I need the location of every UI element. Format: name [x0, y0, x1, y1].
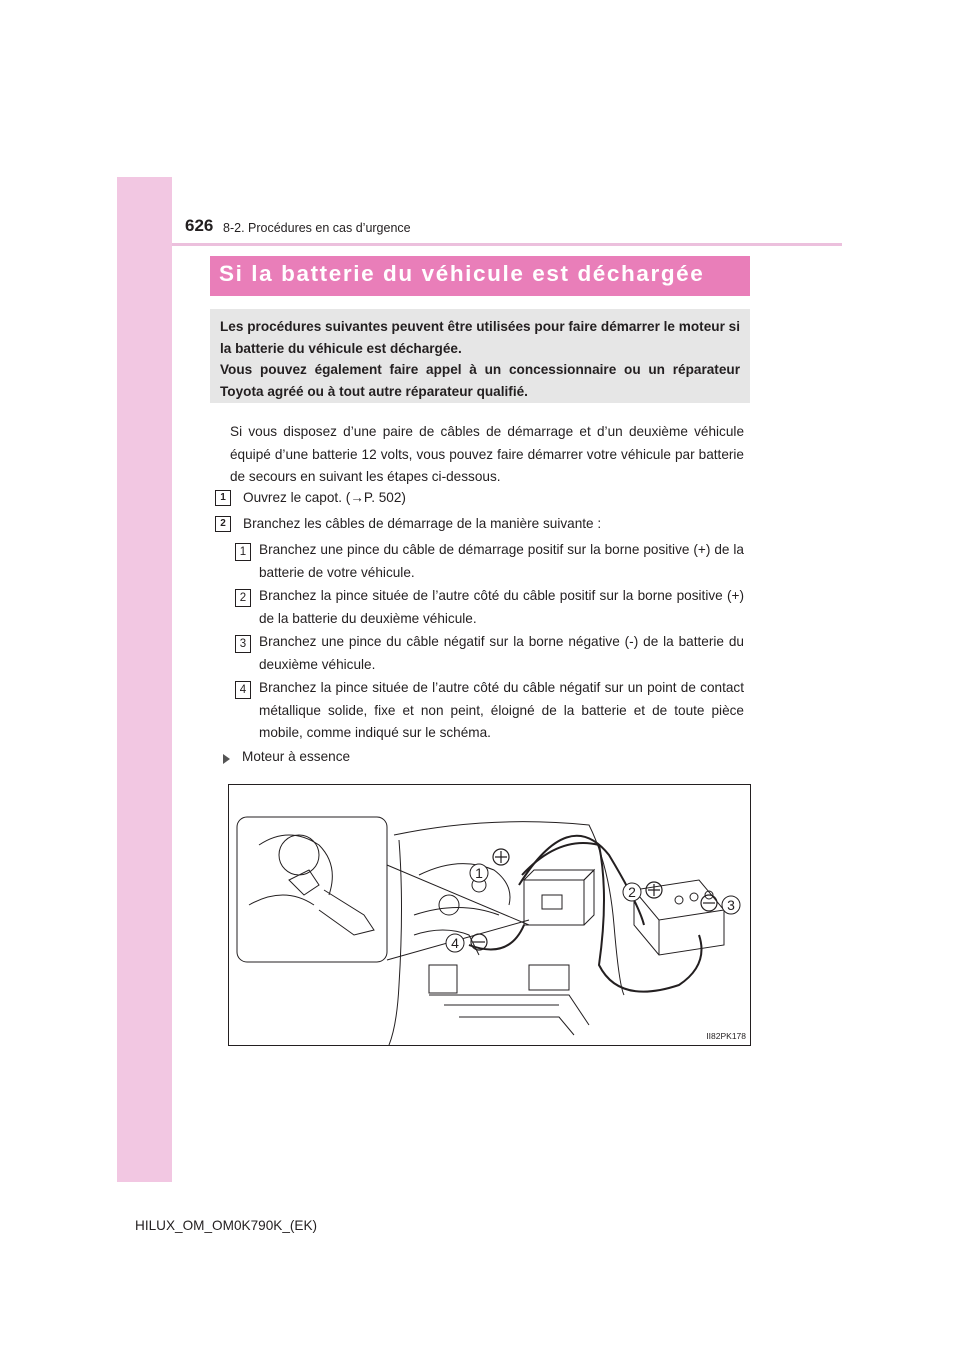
bullet-label: Moteur à essence	[242, 749, 351, 764]
engine-bay-drawing	[237, 817, 724, 1045]
title-bar	[210, 256, 750, 296]
page-title: Si la batterie du véhicule est déchargée	[219, 261, 705, 286]
callout-3: 3	[727, 897, 735, 913]
jump-start-diagram	[228, 784, 751, 1046]
intro-line-2: Vous pouvez également faire appel à un concessionnaire ou un réparateur Toyota agréé ou à tout autre réparateur qualifié.	[220, 362, 740, 399]
substep-text-4: Branchez la pince située de l’autre côté du câble négatif sur un point de contact métallique solide, fixe et non peint, éloigné de la batterie et de toute pièce mobile, comme indiqué sur le schéma.	[259, 680, 744, 740]
callout-4: 4	[451, 935, 459, 951]
section-label: 8-2. Procédures en cas d’urgence	[223, 221, 411, 235]
callout-1: 1	[475, 865, 483, 881]
intro-box	[210, 309, 750, 403]
step-number-1: 1	[215, 490, 231, 506]
header-divider	[172, 243, 842, 246]
footer-doc-id: HILUX_OM_OM0K790K_(EK)	[135, 1218, 318, 1233]
step-text-1: Ouvrez le capot. (→P. 502)	[243, 490, 406, 505]
substep-number-2: 2	[235, 589, 251, 607]
substep-number-3: 3	[235, 635, 251, 653]
intro-paragraph: Si vous disposez d’une paire de câbles de démarrage et d’un deuxième véhicule équipé d’une batterie 12 volts, vous pouvez faire démarrer votre véhicule par batterie de secours en suivant les étapes ci-dessous.	[230, 424, 744, 484]
step-number-2: 2	[215, 516, 231, 532]
callout-numbers	[446, 864, 740, 952]
jumper-cables	[469, 836, 702, 992]
figure-code: II82PK178	[706, 1031, 746, 1041]
intro-text	[220, 316, 740, 402]
page-number: 626	[185, 216, 214, 235]
step-text-2: Branchez les câbles de démarrage de la manière suivante :	[243, 516, 602, 531]
diagram-illustration	[229, 785, 750, 1045]
callout-2: 2	[628, 884, 636, 900]
side-tab-band	[117, 177, 172, 1182]
substep-text-3: Branchez une pince du câble négatif sur la borne négative (-) de la batterie du deuxième véhicule.	[259, 634, 744, 672]
substep-text-2: Branchez la pince située de l’autre côté du câble positif sur la borne positive (+) de la batterie du deuxième véhicule.	[259, 588, 744, 626]
intro-line-1: Les procédures suivantes peuvent être utilisées pour faire démarrer le moteur si la batterie du véhicule est déchargée.	[220, 319, 740, 356]
substep-number-1: 1	[235, 543, 251, 561]
substep-text-1: Branchez une pince du câble de démarrage positif sur la borne positive (+) de la batterie de votre véhicule.	[259, 542, 744, 580]
substep-number-4: 4	[235, 681, 251, 699]
bullet-arrow-icon	[223, 754, 230, 764]
